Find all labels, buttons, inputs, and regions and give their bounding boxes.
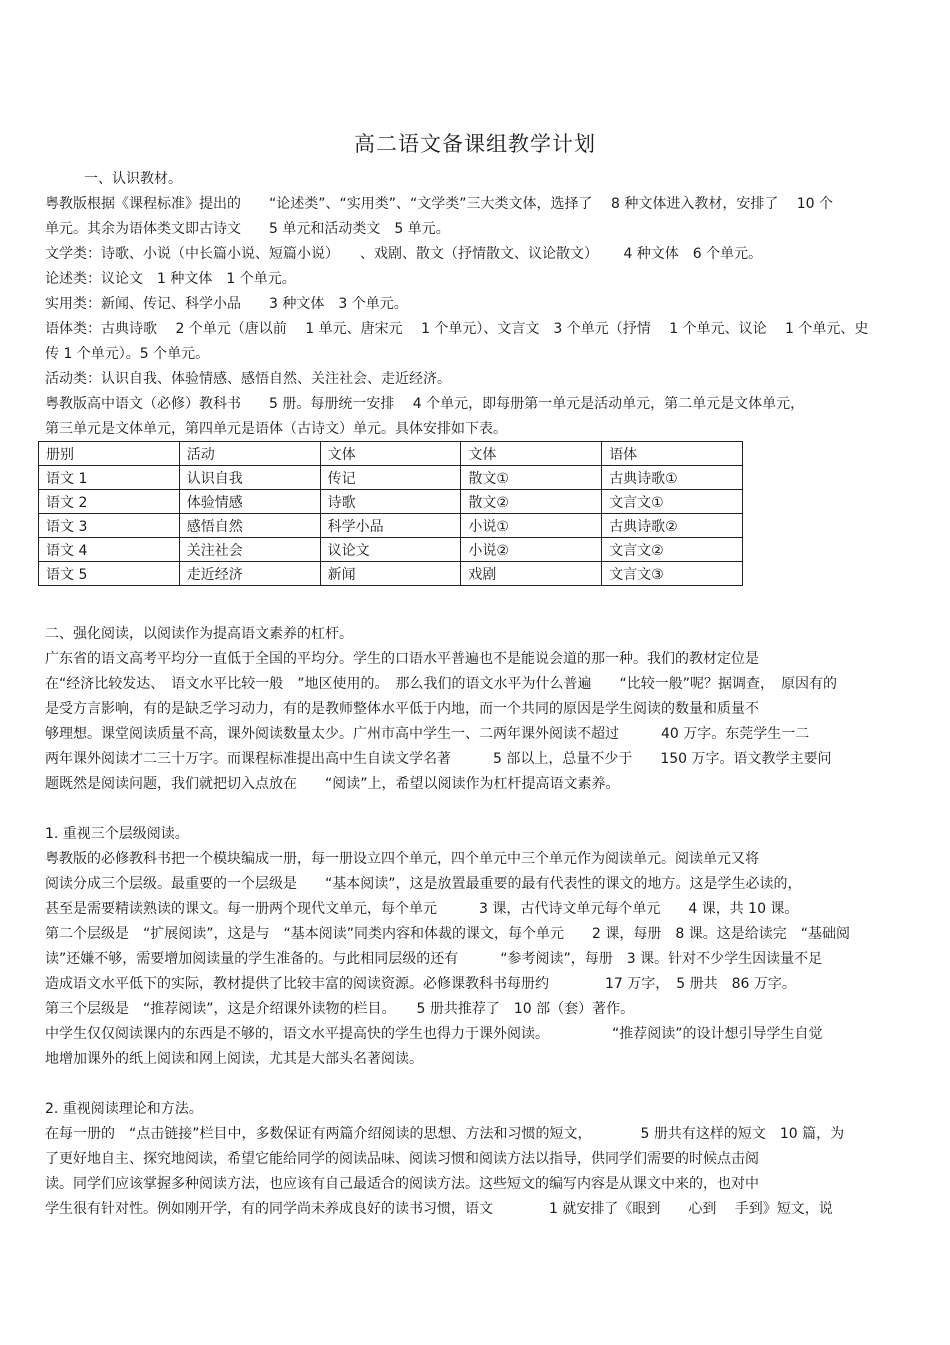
table-cell: 小说② bbox=[461, 538, 602, 562]
textbook-table bbox=[38, 441, 743, 586]
text-line: 活动类：认识自我、体验情感、感悟自然、关注社会、走近经济。 bbox=[45, 371, 451, 387]
table-cell: 认识自我 bbox=[179, 466, 320, 490]
table-cell: 关注社会 bbox=[179, 538, 320, 562]
text-line: 粤教版的必修教科书把一个模块编成一册，每一册设立四个单元，四个单元中三个单元作为阅读单元。阅读单元又将 bbox=[45, 851, 759, 867]
text-line: 够理想。课堂阅读质量不高，课外阅读数量太少。广州市高中学生一、二两年课外阅读不超过 40 万字。东莞学生一二 bbox=[45, 726, 810, 742]
table-cell: 语文 1 bbox=[39, 466, 180, 490]
text-line: 读”还嫌不够，需要增加阅读量的学生准备的。与此相同层级的还有 “参考阅读”，每册 3 课。针对不少学生因读量不足 bbox=[45, 951, 823, 967]
text-line: 实用类：新闻、传记、科学小品 3 种文体 3 个单元。 bbox=[45, 296, 408, 312]
table-cell: 文言文③ bbox=[602, 562, 743, 586]
table-header-cell: 活动 bbox=[179, 442, 320, 466]
table-row bbox=[39, 490, 743, 514]
text-line: 第三单元是文体单元，第四单元是语体（古诗文）单元。具体安排如下表。 bbox=[45, 421, 507, 437]
subsection-heading: 1. 重视三个层级阅读。 bbox=[45, 826, 189, 842]
table-row bbox=[39, 514, 743, 538]
table-cell: 科学小品 bbox=[320, 514, 461, 538]
text-line: 论述类：议论文 1 种文体 1 个单元。 bbox=[45, 271, 296, 287]
table-cell: 语文 5 bbox=[39, 562, 180, 586]
text-line: 题既然是阅读问题，我们就把切入点放在 “阅读”上，希望以阅读作为杠杆提高语文素养。 bbox=[45, 776, 620, 792]
table-cell: 语文 2 bbox=[39, 490, 180, 514]
text-line: 读。同学们应该掌握多种阅读方法，也应该有自己最适合的阅读方法。这些短文的编写内容是从课文中来的，也对中 bbox=[45, 1176, 759, 1192]
table-row bbox=[39, 466, 743, 490]
text-line: 甚至是需要精读熟读的课文。每一册两个现代文单元，每个单元 3 课，古代诗文单元每个单元 4 课，共 10 课。 bbox=[45, 901, 799, 917]
table-cell: 文言文② bbox=[602, 538, 743, 562]
table-cell: 诗歌 bbox=[320, 490, 461, 514]
table-cell: 语文 3 bbox=[39, 514, 180, 538]
table-cell: 传记 bbox=[320, 466, 461, 490]
text-line: 造成语文水平低下的实际，教材提供了比较丰富的阅读资源。必修课教科书每册约 17 万字， 5 册共 86 万字。 bbox=[45, 976, 796, 992]
text-line: 广东省的语文高考平均分一直低于全国的平均分。学生的口语水平普遍也不是能说会道的那一种。我们的教材定位是 bbox=[45, 651, 759, 667]
subsection-heading: 2. 重视阅读理论和方法。 bbox=[45, 1101, 203, 1117]
table-cell: 走近经济 bbox=[179, 562, 320, 586]
table-cell: 体验情感 bbox=[179, 490, 320, 514]
table-cell: 小说① bbox=[461, 514, 602, 538]
table-row bbox=[39, 538, 743, 562]
table-header-cell: 文体 bbox=[320, 442, 461, 466]
table-row bbox=[39, 562, 743, 586]
table-cell: 议论文 bbox=[320, 538, 461, 562]
text-line: 中学生仅仅阅读课内的东西是不够的，语文水平提高快的学生也得力于课外阅读。 “推荐阅读”的设计想引导学生自觉 bbox=[45, 1026, 823, 1042]
table-cell: 感悟自然 bbox=[179, 514, 320, 538]
text-line: 阅读分成三个层级。最重要的一个层级是 “基本阅读”，这是放置最重要的最有代表性的课文的地方。这是学生必读的， bbox=[45, 876, 802, 892]
table-cell: 戏剧 bbox=[461, 562, 602, 586]
text-line: 地增加课外的纸上阅读和网上阅读，尤其是大部头名著阅读。 bbox=[45, 1051, 423, 1067]
section-heading: 一、认识教材。 bbox=[84, 171, 182, 187]
table-cell: 语文 4 bbox=[39, 538, 180, 562]
text-line: 文学类：诗歌、小说（中长篇小说、短篇小说） 、戏剧、散文（抒情散文、议论散文） 4 种文体 6 个单元。 bbox=[45, 246, 763, 262]
section-heading: 二、强化阅读，以阅读作为提高语文素养的杠杆。 bbox=[45, 626, 353, 642]
text-line: 传 1 个单元）。5 个单元。 bbox=[45, 346, 210, 362]
text-line: 粤教版根据《课程标准》提出的 “论述类”、“实用类”、“文学类”三大类文体，选择了 8 种文体进入教材，安排了 10 个 bbox=[45, 196, 834, 212]
table-cell: 古典诗歌① bbox=[602, 466, 743, 490]
text-line: 单元。其余为语体类文即古诗文 5 单元和活动类文 5 单元。 bbox=[45, 221, 450, 237]
table-cell: 文言文① bbox=[602, 490, 743, 514]
table-header-cell: 册别 bbox=[39, 442, 180, 466]
text-line: 了更好地自主、探究地阅读，希望它能给同学的阅读品味、阅读习惯和阅读方法以指导，供同学们需要的时候点击阅 bbox=[45, 1151, 759, 1167]
page-title: 高二语文备课组教学计划 bbox=[354, 132, 596, 156]
text-line: 语体类：古典诗歌 2 个单元（唐以前 1 单元、唐宋元 1 个单元）、文言文 3 个单元（抒情 1 个单元、议论 1 个单元、史 bbox=[45, 321, 869, 337]
table-header-row bbox=[39, 442, 743, 466]
table-header-cell: 文体 bbox=[461, 442, 602, 466]
table-header-cell: 语体 bbox=[602, 442, 743, 466]
text-line: 是受方言影响，有的是缺乏学习动力，有的是教师整体水平低于内地，而一个共同的原因是学生阅读的数量和质量不 bbox=[45, 701, 759, 717]
text-line: 两年课外阅读才二三十万字。而课程标准提出高中生自读文学名著 5 部以上，总量不少于 150 万字。语文教学主要问 bbox=[45, 751, 832, 767]
table-cell: 散文① bbox=[461, 466, 602, 490]
text-line: 第二个层级是 “扩展阅读”，这是与 “基本阅读”同类内容和体裁的课文，每个单元 2 课，每册 8 课。这是给读完 “基础阅 bbox=[45, 926, 850, 942]
text-line: 第三个层级是 “推荐阅读”，这是介绍课外读物的栏目。 5 册共推荐了 10 部（套）著作。 bbox=[45, 1001, 635, 1017]
text-line: 在每一册的 “点击链接”栏目中，多数保证有两篇介绍阅读的思想、方法和习惯的短文， 5 册共有这样的短文 10 篇，为 bbox=[45, 1126, 845, 1142]
text-line: 粤教版高中语文（必修）教科书 5 册。每册统一安排 4 个单元，即每册第一单元是活动单元，第二单元是文体单元， bbox=[45, 396, 805, 412]
text-line: 在“经济比较发达、 语文水平比较一般 ”地区使用的。 那么我们的语文水平为什么普遍 “比较一般”呢？据调查， 原因有的 bbox=[45, 676, 838, 692]
table-cell: 散文② bbox=[461, 490, 602, 514]
text-line: 学生很有针对性。例如刚开学，有的同学尚未养成良好的读书习惯，语文 1 就安排了《眼到 心到 手到》短文，说 bbox=[45, 1201, 833, 1217]
table-cell: 新闻 bbox=[320, 562, 461, 586]
table-cell: 古典诗歌② bbox=[602, 514, 743, 538]
